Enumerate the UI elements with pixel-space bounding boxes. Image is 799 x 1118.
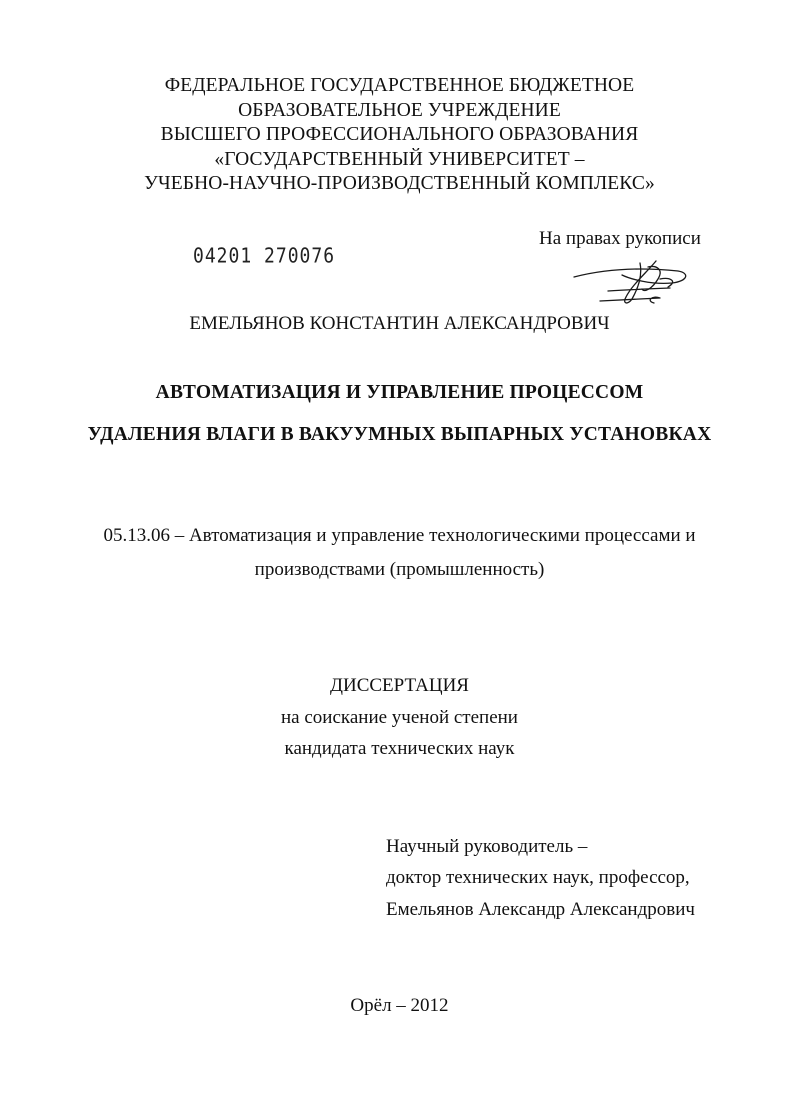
header-line-1: ФЕДЕРАЛЬНОЕ ГОСУДАРСТВЕННОЕ БЮДЖЕТНОЕ — [164, 75, 635, 96]
thesis-title-line-2: УДАЛЕНИЯ ВЛАГИ В ВАКУУМНЫХ ВЫПАРНЫХ УСТАНОВКАХ — [87, 424, 712, 445]
advisor-name: Емельянов Александр Александрович — [386, 899, 695, 920]
handwritten-signature — [560, 255, 695, 310]
degree-line-1: на соискание ученой степени — [281, 707, 518, 728]
degree-line-2: кандидата технических наук — [284, 738, 515, 759]
registration-code: 04201 270076 — [193, 244, 336, 269]
institution-header — [0, 74, 799, 197]
header-line-2: ОБРАЗОВАТЕЛЬНОЕ УЧРЕЖДЕНИЕ — [238, 99, 561, 121]
header-line-4: «ГОСУДАРСТВЕННЫЙ УНИВЕРСИТЕТ – — [214, 148, 585, 170]
advisor-role: Научный руководитель – — [386, 836, 588, 857]
header-line-3: ВЫСШЕГО ПРОФЕССИОНАЛЬНОГО ОБРАЗОВАНИЯ — [160, 124, 639, 145]
specialty-line-1: 05.13.06 – Автоматизация и управление технологическими процессами и — [103, 525, 696, 546]
author-name: ЕМЕЛЬЯНОВ КОНСТАНТИН АЛЕКСАНДРОВИЧ — [189, 313, 610, 334]
header-line-5: УЧЕБНО-НАУЧНО-ПРОИЗВОДСТВЕННЫЙ КОМПЛЕКС» — [144, 173, 655, 194]
place-and-year: Орёл – 2012 — [350, 995, 449, 1016]
advisor-degree: доктор технических наук, профессор, — [386, 867, 690, 888]
specialty-line-2: производствами (промышленность) — [254, 559, 545, 580]
thesis-title-line-1: АВТОМАТИЗАЦИЯ И УПРАВЛЕНИЕ ПРОЦЕССОМ — [155, 382, 644, 403]
document-type-label: ДИССЕРТАЦИЯ — [330, 675, 469, 696]
rights-note: На правах рукописи — [539, 228, 701, 249]
